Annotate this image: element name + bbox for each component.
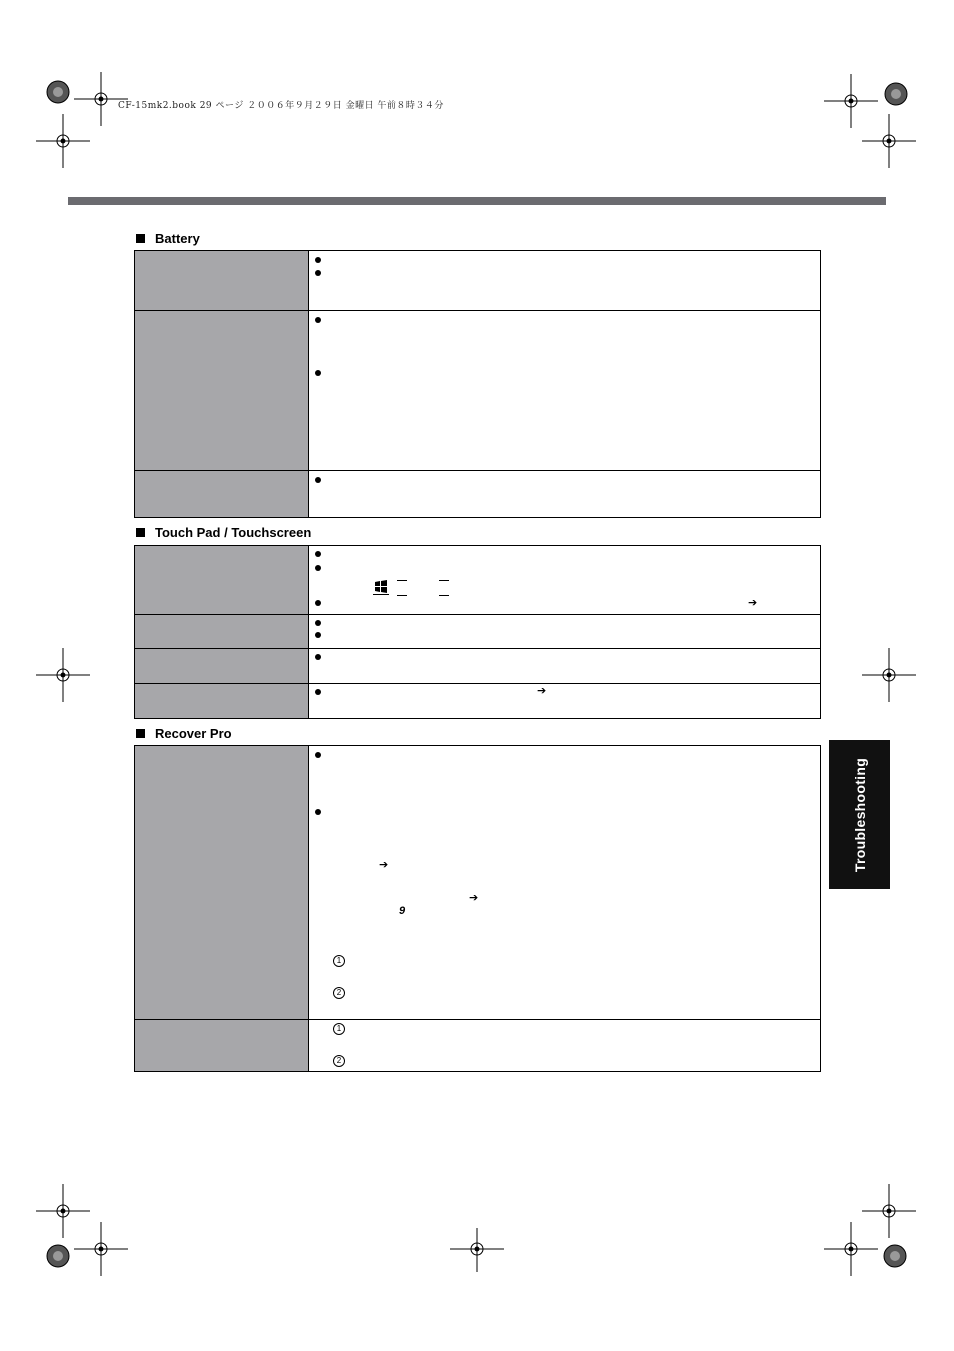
registration-target-icon <box>884 82 908 106</box>
table-cell-content <box>309 1020 821 1072</box>
registration-mark-top-left-circle <box>46 80 70 104</box>
registration-mark-bottom-left-cross-2 <box>88 1236 114 1262</box>
bullet-icon <box>315 689 321 695</box>
section-title-recover-pro: Recover Pro <box>136 726 232 741</box>
table-cell-content <box>309 684 821 719</box>
circled-number-two: 2 <box>333 987 345 999</box>
crosshair-icon <box>50 1198 76 1224</box>
crosshair-icon <box>838 88 864 114</box>
table-row <box>135 471 821 518</box>
circled-number-two: 2 <box>333 1055 345 1067</box>
bullet-icon <box>315 565 321 571</box>
bullet-icon <box>315 551 321 557</box>
table-cell-label <box>135 615 309 649</box>
arrow-right-icon: ➔ <box>379 859 389 871</box>
dash-mark <box>439 580 449 581</box>
bullet-icon <box>315 257 321 263</box>
bullet-icon <box>315 317 321 323</box>
dash-mark <box>439 595 449 596</box>
registration-mark-bottom-right-circle <box>883 1244 907 1268</box>
registration-mark-bottom-right-cross-2 <box>876 1198 902 1224</box>
table-cell-content <box>309 471 821 518</box>
bullet-icon <box>315 809 321 815</box>
bullet-icon <box>315 752 321 758</box>
recover-pro-table <box>134 745 821 1072</box>
crosshair-icon <box>876 128 902 154</box>
registration-target-icon <box>46 1244 70 1268</box>
windows-key-icon <box>373 579 389 600</box>
registration-mark-top-left-cross <box>88 86 114 112</box>
table-row <box>135 615 821 649</box>
arrow-right-icon: ➔ <box>537 685 547 697</box>
dash-mark <box>397 595 407 596</box>
table-row <box>135 746 821 1020</box>
section-title-battery: Battery <box>136 231 200 246</box>
touch-pad-table <box>134 545 821 719</box>
crosshair-icon <box>464 1236 490 1262</box>
table-row <box>135 649 821 684</box>
table-cell-label <box>135 684 309 719</box>
table-cell-label <box>135 1020 309 1072</box>
bullet-icon <box>315 654 321 660</box>
registration-mark-top-right-cross <box>838 88 864 114</box>
table-cell-label <box>135 311 309 471</box>
table-row <box>135 546 821 615</box>
table-row <box>135 311 821 471</box>
crosshair-icon <box>88 86 114 112</box>
table-cell-label <box>135 649 309 684</box>
table-cell-label <box>135 746 309 1020</box>
table-row <box>135 1020 821 1072</box>
arrow-right-icon: ➔ <box>469 892 479 904</box>
table-cell-label <box>135 546 309 615</box>
table-cell-label <box>135 251 309 311</box>
bullet-icon <box>315 632 321 638</box>
header-rule <box>68 197 886 205</box>
registration-target-icon <box>883 1244 907 1268</box>
registration-mark-bottom-center-cross <box>464 1236 490 1262</box>
table-cell-label <box>135 471 309 518</box>
bullet-icon <box>315 270 321 276</box>
registration-mark-top-left-cross-2 <box>50 128 76 154</box>
arrow-right-icon: ➔ <box>748 597 758 609</box>
crosshair-icon <box>838 1236 864 1262</box>
dash-mark <box>397 580 407 581</box>
registration-mark-top-right-circle <box>884 82 908 106</box>
table-cell-content <box>309 546 821 615</box>
registration-mark-top-right-cross-2 <box>876 128 902 154</box>
print-header-info: CF-15mk2.book 29 ページ ２００６年９月２９日 金曜日 午前８時３４分 <box>118 101 444 111</box>
table-cell-content <box>309 251 821 311</box>
table-cell-content <box>309 746 821 1020</box>
registration-mark-bottom-right-cross <box>838 1236 864 1262</box>
registration-target-icon <box>46 80 70 104</box>
bullet-icon <box>315 600 321 606</box>
square-bullet-icon <box>136 729 145 738</box>
page-reference-number: 9 <box>399 905 406 917</box>
bullet-icon <box>315 370 321 376</box>
table-row <box>135 684 821 719</box>
side-tab-troubleshooting: Troubleshooting <box>829 740 890 889</box>
table-cell-content <box>309 615 821 649</box>
crosshair-icon <box>876 662 902 688</box>
square-bullet-icon <box>136 528 145 537</box>
bullet-icon <box>315 477 321 483</box>
registration-mark-bottom-left-cross <box>50 1198 76 1224</box>
circled-number-one: 1 <box>333 955 345 967</box>
table-cell-content <box>309 649 821 684</box>
registration-mark-mid-right-cross <box>876 662 902 688</box>
crosshair-icon <box>50 662 76 688</box>
circled-number-one: 1 <box>333 1023 345 1035</box>
table-cell-content <box>309 311 821 471</box>
registration-mark-bottom-left-circle <box>46 1244 70 1268</box>
battery-table <box>134 250 821 518</box>
square-bullet-icon <box>136 234 145 243</box>
registration-mark-mid-left-cross <box>50 662 76 688</box>
crosshair-icon <box>876 1198 902 1224</box>
crosshair-icon <box>88 1236 114 1262</box>
crosshair-icon <box>50 128 76 154</box>
section-title-touch-pad: Touch Pad / Touchscreen <box>136 525 311 540</box>
table-row <box>135 251 821 311</box>
bullet-icon <box>315 620 321 626</box>
